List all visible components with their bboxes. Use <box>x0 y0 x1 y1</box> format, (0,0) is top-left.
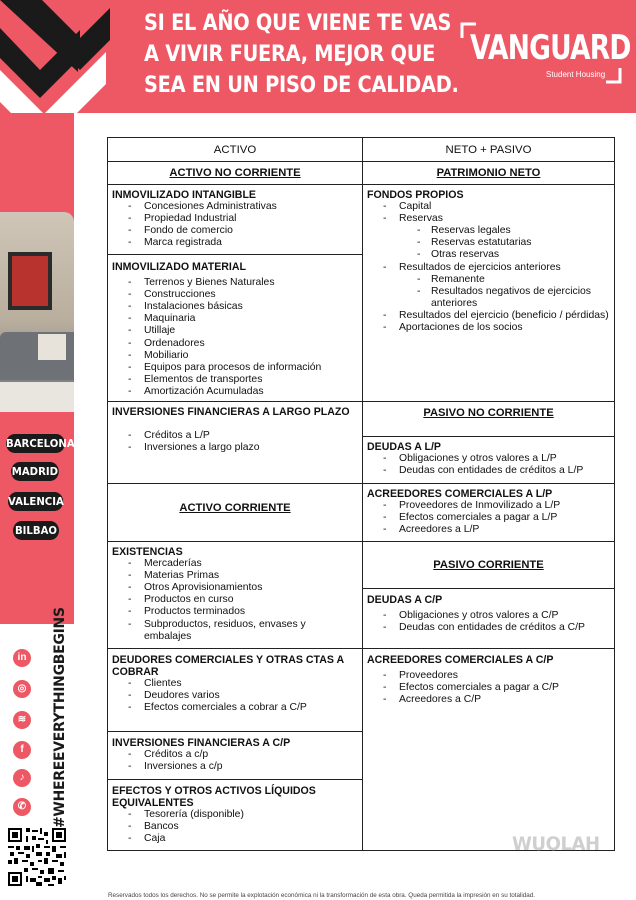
list-item: - Construcciones <box>112 289 360 301</box>
left-column-header: ACTIVO <box>213 144 257 156</box>
list-subitem: - Otras reservas <box>367 249 615 261</box>
footer-text: Reservados todos los derechos. No se permite la explotación económica ni la transformación de esta obra. Queda permitida la impresión en su totalidad. <box>108 892 536 899</box>
balance-sheet-table <box>107 137 615 851</box>
list-item: - Productos terminados <box>112 606 360 618</box>
row-divider <box>108 648 614 649</box>
section-title: INMOVILIZADO MATERIAL <box>112 261 246 273</box>
list-item: - Otros Aprovisionamientos <box>112 582 360 594</box>
acreedores-cp-section <box>367 654 615 706</box>
list-item: - Efectos comerciales a pagar a L/P <box>367 512 615 524</box>
list-subitem: - Remanente <box>367 274 615 286</box>
photo-artwork <box>12 256 48 306</box>
row-divider <box>108 254 362 255</box>
list-item: - Deudas con entidades de créditos a L/P <box>367 465 615 477</box>
deudas-cp-section <box>367 594 615 634</box>
banner-slogan <box>144 8 459 101</box>
pasivo-no-corriente-heading: PASIVO NO CORRIENTE <box>423 407 554 419</box>
table-divider <box>362 138 363 850</box>
list-item: - Mobiliario <box>112 350 360 362</box>
section-title: FONDOS PROPIOS <box>367 189 464 201</box>
inmovilizado-intangible-section <box>112 189 360 249</box>
row-divider <box>108 779 362 780</box>
list-item: - Obligaciones y otros valores a L/P <box>367 453 615 465</box>
list-subitem: - Resultados negativos de ejercicios anteriores <box>367 286 615 310</box>
city-valencia[interactable]: VALENCIA <box>8 492 63 511</box>
list-item: - Amortización Acumuladas <box>112 386 360 398</box>
list-item: - Deudores varios <box>112 690 360 702</box>
section-title: ACREEDORES COMERCIALES A C/P <box>367 654 554 666</box>
list-item: - Créditos a c/p <box>112 749 360 761</box>
pasivo-corriente-heading: PASIVO CORRIENTE <box>433 559 544 571</box>
hashtag-text: #WHEREEVERYTHINGBEGINS <box>52 607 68 828</box>
list-item: - Efectos comerciales a pagar a C/P <box>367 682 615 694</box>
apartment-photo <box>0 212 74 412</box>
row-divider <box>108 483 614 484</box>
logo-subtext: Student Housing <box>546 70 606 79</box>
list-item: - Acreedores a C/P <box>367 694 615 706</box>
whatsapp-icon[interactable]: ✆ <box>13 798 31 816</box>
row-divider <box>108 161 614 162</box>
row-divider <box>108 184 614 185</box>
instagram-icon[interactable]: ◎ <box>13 680 31 698</box>
list-item: - Clientes <box>112 678 360 690</box>
row-divider <box>363 588 614 589</box>
efectos-section <box>112 785 360 845</box>
list-item: - Créditos a L/P <box>112 430 360 442</box>
section-title: DEUDORES COMERCIALES Y OTRAS CTAS A COBRAR <box>112 654 344 679</box>
section-title: INMOVILIZADO INTANGIBLE <box>112 189 256 201</box>
slogan-line: A VIVIR FUERA, MEJOR QUE <box>144 41 436 67</box>
slogan-line: SEA EN UN PISO DE CALIDAD. <box>144 72 459 98</box>
fondos-propios-section <box>367 189 615 334</box>
list-item: - Aportaciones de los socios <box>367 322 615 334</box>
row-divider <box>108 731 362 732</box>
qr-code-icon[interactable] <box>8 828 66 886</box>
activo-no-corriente-heading: ACTIVO NO CORRIENTE <box>169 167 301 179</box>
inmovilizado-material-section <box>112 261 360 398</box>
list-item: - Materias Primas <box>112 570 360 582</box>
vanguard-logo[interactable] <box>460 22 631 84</box>
chevron-logo-icon <box>0 0 110 113</box>
list-item: - Tesorería (disponible) <box>112 809 360 821</box>
photo-pillow <box>38 334 66 360</box>
activo-corriente-heading: ACTIVO CORRIENTE <box>179 502 291 514</box>
list-item: - Mercaderías <box>112 558 360 570</box>
list-item: - Maquinaria <box>112 313 360 325</box>
list-item: - Acreedores a L/P <box>367 524 615 536</box>
promo-banner[interactable] <box>0 0 636 113</box>
list-item: - Concesiones Administrativas <box>112 201 360 213</box>
existencias-section <box>112 546 360 643</box>
city-bilbao[interactable]: BILBAO <box>13 521 59 540</box>
linkedin-icon[interactable]: in <box>13 649 31 667</box>
list-item: - Productos en curso <box>112 594 360 606</box>
row-divider <box>108 401 614 402</box>
list-item: - Fondo de comercio <box>112 225 360 237</box>
section-title: ACREEDORES COMERCIALES A L/P <box>367 488 553 500</box>
slogan-line: SI EL AÑO QUE VIENE TE VAS <box>144 10 452 36</box>
city-barcelona[interactable]: BARCELONA <box>6 434 65 453</box>
section-title: INVERSIONES FINANCIERAS A LARGO PLAZO <box>112 406 350 418</box>
patrimonio-neto-heading: PATRIMONIO NETO <box>436 167 541 179</box>
list-item: - Proveedores de Inmovilizado a L/P <box>367 500 615 512</box>
list-item: - Capital <box>367 201 615 213</box>
city-madrid[interactable]: MADRID <box>11 462 59 481</box>
tiktok-icon[interactable]: ♪ <box>13 769 31 787</box>
list-item: - Terrenos y Bienes Naturales <box>112 277 360 289</box>
list-item: - Subproductos, residuos, envases y embalajes <box>112 619 360 643</box>
list-item: - Proveedores <box>367 670 615 682</box>
list-item: - Propiedad Industrial <box>112 213 360 225</box>
list-item: - Marca registrada <box>112 237 360 249</box>
list-item: - Equipos para procesos de información <box>112 362 360 374</box>
section-title: EXISTENCIAS <box>112 546 183 558</box>
list-item: - Inversiones a largo plazo <box>112 442 360 454</box>
row-divider <box>363 436 614 437</box>
facebook-icon[interactable]: f <box>13 741 31 759</box>
section-title: EFECTOS Y OTROS ACTIVOS LÍQUIDOS EQUIVALENTES <box>112 785 316 810</box>
inversiones-cp-section <box>112 737 360 773</box>
row-divider <box>108 541 614 542</box>
list-item: - Instalaciones básicas <box>112 301 360 313</box>
section-title: DEUDAS A L/P <box>367 441 441 453</box>
list-item: - Efectos comerciales a cobrar a C/P <box>112 702 360 714</box>
section-title: INVERSIONES FINANCIERAS A C/P <box>112 737 291 749</box>
list-item: - Resultados del ejercicio (beneficio / pérdidas) <box>367 310 615 322</box>
inversiones-lp-section <box>112 406 360 454</box>
acreedores-lp-section <box>367 488 615 536</box>
list-item: - Obligaciones y otros valores a C/P <box>367 610 615 622</box>
list-item: - Resultados de ejercicios anteriores <box>367 262 615 274</box>
section-title: DEUDAS A C/P <box>367 594 443 606</box>
list-item: - Elementos de transportes <box>112 374 360 386</box>
right-column-header: NETO + PASIVO <box>445 144 532 156</box>
watermark: WUOLAH <box>512 833 600 855</box>
list-subitem: - Reservas estatutarias <box>367 237 615 249</box>
spotify-icon[interactable]: ≋ <box>13 711 31 729</box>
deudores-section <box>112 654 360 714</box>
list-subitem: - Reservas legales <box>367 225 615 237</box>
logo-text: VANGUARD <box>470 28 631 68</box>
deudas-lp-section <box>367 441 615 477</box>
list-item: - Inversiones a c/p <box>112 761 360 773</box>
list-item: - Utillaje <box>112 325 360 337</box>
list-item: - Deudas con entidades de créditos a C/P <box>367 622 615 634</box>
list-item: - Ordenadores <box>112 338 360 350</box>
list-item: - Bancos <box>112 821 360 833</box>
list-item: - Caja <box>112 833 360 845</box>
photo-floor <box>0 382 74 412</box>
list-item: - Reservas <box>367 213 615 225</box>
